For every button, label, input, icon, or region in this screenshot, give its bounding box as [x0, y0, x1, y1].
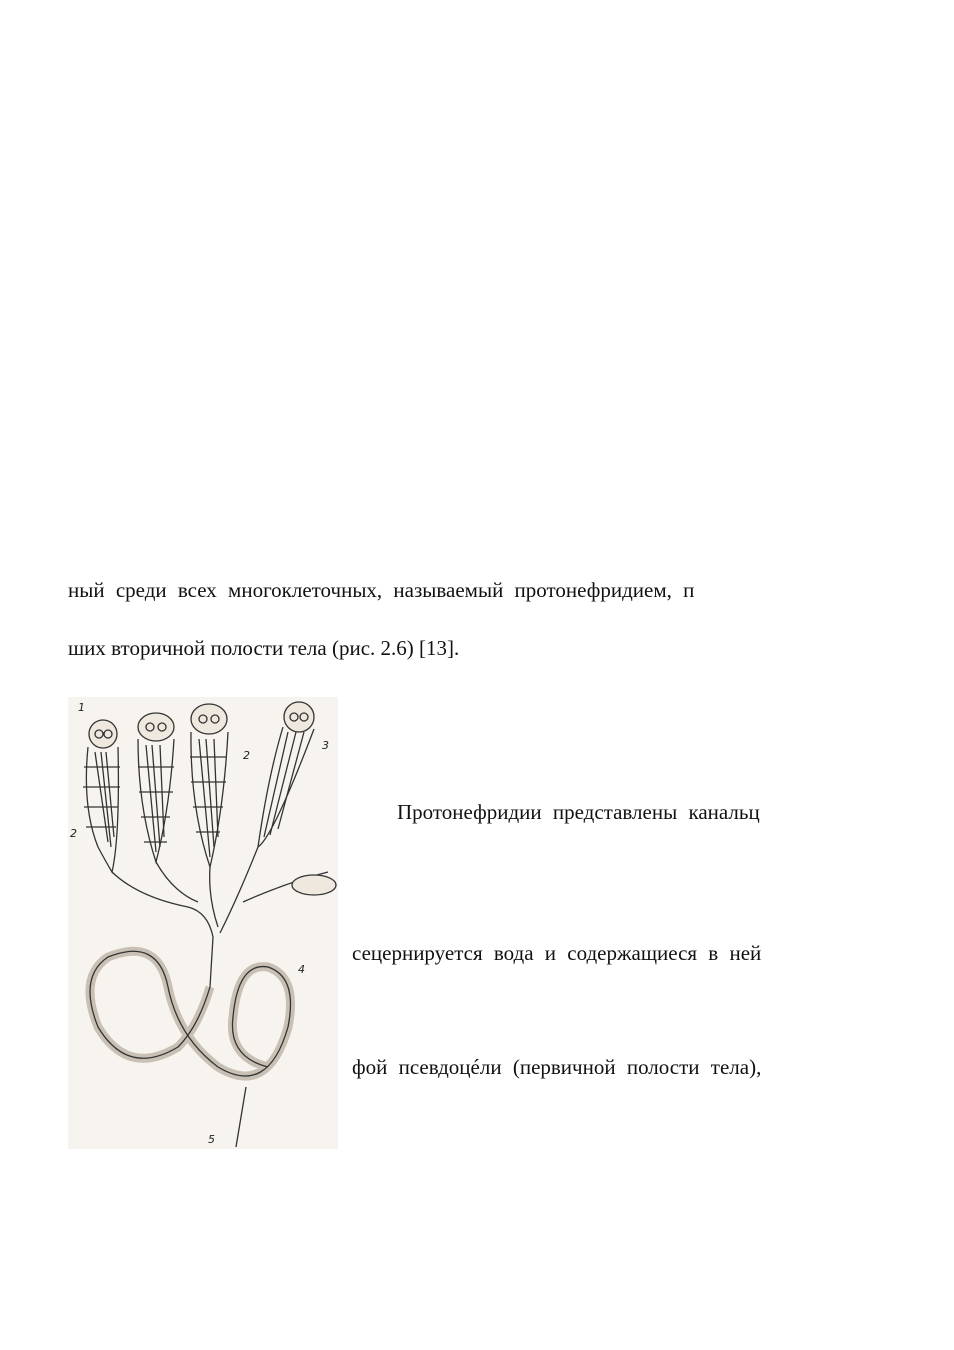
- figure-label-5: 5: [208, 1133, 215, 1146]
- flame-cell-2: [138, 713, 174, 862]
- figure-label-1: 1: [78, 701, 85, 714]
- flame-cell-4: [258, 702, 314, 847]
- text-line-2: ших вторичной полости тела (рис. 2.6) [13].: [68, 636, 460, 660]
- figure-label-2b: 2: [243, 749, 250, 762]
- flame-cell-1: [86, 720, 118, 872]
- figure-label-3: 3: [322, 739, 329, 752]
- text-line-1: ный среди всех многоклеточных, называемый протонефридием, п: [68, 578, 695, 602]
- figure-label-4: 4: [298, 963, 305, 976]
- text-line-3: Протонефридии представлены канальц: [397, 800, 760, 824]
- protonephridium-illustration: [68, 697, 338, 1149]
- text-line-4: сецернируется вода и содержащиеся в ней: [352, 941, 762, 965]
- text-line-5: фой псевдоцéли (первичной полости тела),: [352, 1055, 762, 1079]
- figure-label-2a: 2: [70, 827, 77, 840]
- flame-cell-3: [191, 704, 228, 867]
